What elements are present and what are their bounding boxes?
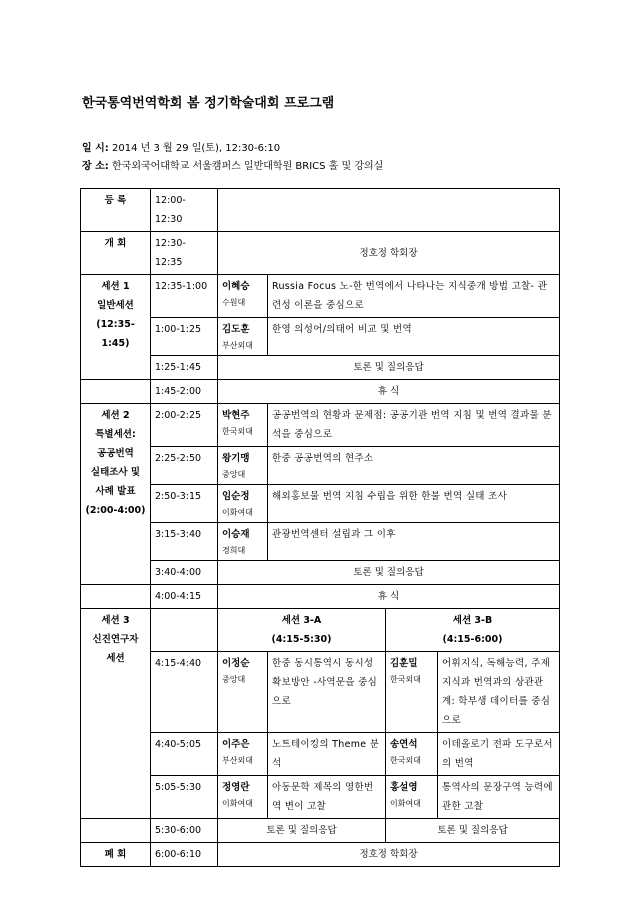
- talk-time: 2:25-2:50: [151, 447, 218, 485]
- speaker-name: 이주은: [222, 739, 250, 750]
- speaker-affiliation: 중앙대: [222, 470, 246, 479]
- talk-topic-a: 한중 동시통역시 동시성확보방안 -사역문을 중심으로: [268, 652, 386, 733]
- speaker-affiliation: 부산외대: [222, 756, 253, 765]
- speaker-affiliation: 이화여대: [390, 799, 421, 808]
- closing-time: 6:00-6:10: [151, 843, 218, 867]
- talk-time: 2:50-3:15: [151, 485, 218, 523]
- session1-label-3: (12:35-1:45): [96, 319, 135, 349]
- table-row: [81, 652, 560, 733]
- opening-time: 12:30-12:35: [151, 232, 218, 275]
- talk-time: 3:15-3:40: [151, 523, 218, 561]
- session1-label-2: 일반세션: [97, 300, 134, 311]
- speaker-name: 김도훈: [222, 324, 250, 335]
- break-label-cell: [81, 380, 151, 404]
- registration-desc: [218, 189, 560, 232]
- speaker-name: 박현주: [222, 410, 250, 421]
- break-label: 휴 식: [218, 380, 560, 404]
- speaker-name: 정영란: [222, 782, 250, 793]
- speaker: [218, 318, 268, 356]
- place-value: 한국외국어대학교 서울캠퍼스 일반대학원 BRICS 홀 및 강의실: [112, 161, 384, 172]
- break-label: 휴 식: [218, 585, 560, 609]
- speaker-name: 이혜승: [222, 281, 250, 292]
- talk-topic-a: 노트테이킹의 Theme 분석: [268, 733, 386, 776]
- date-value: 2014 년 3 월 29 일(토), 12:30-6:10: [112, 143, 281, 154]
- speaker-name: 왕기맹: [222, 453, 250, 464]
- speaker: [218, 275, 268, 318]
- talk-time: 2:00-2:25: [151, 404, 218, 447]
- session2-label-4: 실태조사 및: [90, 467, 141, 478]
- session3b-title: 세션 3-B: [452, 615, 493, 626]
- table-row: [81, 585, 560, 609]
- discussion-label: 토론 및 질의응답: [218, 356, 560, 380]
- speaker-b: [386, 652, 438, 733]
- break-label-cell: [81, 585, 151, 609]
- talk-time: 1:00-1:25: [151, 318, 218, 356]
- talk-topic-b: 통역사의 문장구역 능력에 관한 고찰: [438, 776, 560, 819]
- discussion-time: 1:25-1:45: [151, 356, 218, 380]
- discussion-label: 토론 및 질의응답: [218, 561, 560, 585]
- talk-topic: 공공번역의 현황과 문제점: 공공기관 번역 지침 및 번역 결과물 분석을 중심으로: [268, 404, 560, 447]
- talk-topic: 관광번역센터 설립과 그 이후: [268, 523, 560, 561]
- session1-label-1: 세션 1: [101, 281, 130, 292]
- speaker-affiliation: 한국외대: [222, 427, 253, 436]
- table-row: [81, 843, 560, 867]
- discussion-time: 3:40-4:00: [151, 561, 218, 585]
- talk-topic: Russia Focus 노-한 번역에서 나타나는 지식중개 방법 고찰- 관련성 이론을 중심으로: [268, 275, 560, 318]
- session3-header-time: [151, 609, 218, 652]
- table-row: [81, 523, 560, 561]
- speaker-affiliation: 경희대: [222, 546, 246, 555]
- talk-topic: 한영 의성어/의태어 비교 및 번역: [268, 318, 560, 356]
- table-row: [81, 819, 560, 843]
- program-table: [80, 188, 560, 867]
- speaker-name: 홍설영: [390, 782, 418, 793]
- speaker-affiliation: 중앙대: [222, 675, 246, 684]
- session2-label-6: (2:00-4:00): [85, 505, 146, 516]
- talk-topic: 해외홍보물 번역 지침 수립을 위한 한불 번역 실태 조사: [268, 485, 560, 523]
- table-row: [81, 318, 560, 356]
- speaker: [218, 404, 268, 447]
- speaker-a: [218, 776, 268, 819]
- talk-time: 4:40-5:05: [151, 733, 218, 776]
- speaker: [218, 447, 268, 485]
- session2-label-5: 사례 발표: [95, 486, 136, 497]
- speaker: [218, 485, 268, 523]
- opening-label: 개 회: [81, 232, 151, 275]
- session2-label-1: 세션 2: [101, 410, 130, 421]
- session2-label-2: 특별세션:: [95, 429, 136, 440]
- date-label: 일 시:: [82, 143, 109, 154]
- speaker-name: 이승재: [222, 529, 250, 540]
- session3b-time: (4:15-6:00): [442, 634, 503, 645]
- talk-time: 5:05-5:30: [151, 776, 218, 819]
- speaker: [218, 523, 268, 561]
- speaker-b: [386, 776, 438, 819]
- speaker-affiliation: 이화여대: [222, 508, 253, 517]
- opening-desc: 정호정 학회장: [218, 232, 560, 275]
- document-title: 한국통역번역학회 봄 정기학술대회 프로그램: [82, 96, 335, 111]
- speaker-a: [218, 652, 268, 733]
- session3b-header: [386, 609, 560, 652]
- speaker-name: 임순정: [222, 491, 250, 502]
- break-time: 4:00-4:15: [151, 585, 218, 609]
- session3-label-2: 신진연구자: [92, 634, 139, 645]
- place-label: 장 소:: [82, 161, 109, 172]
- talk-time: 12:35-1:00: [151, 275, 218, 318]
- table-row: [81, 189, 560, 232]
- talk-topic: 한중 공공번역의 현주소: [268, 447, 560, 485]
- table-row: [81, 733, 560, 776]
- session3-label-3: 세션: [106, 653, 125, 664]
- table-row: [81, 232, 560, 275]
- session2-label: [81, 404, 151, 585]
- speaker-b: [386, 733, 438, 776]
- speaker-affiliation: 이화여대: [222, 799, 253, 808]
- closing-label: 폐 회: [81, 843, 151, 867]
- table-row: [81, 776, 560, 819]
- speaker-name: 이정순: [222, 658, 250, 669]
- closing-desc: 정호정 학회장: [218, 843, 560, 867]
- speaker-affiliation: 한국외대: [390, 675, 421, 684]
- event-place: [82, 157, 383, 172]
- registration-label: 등 록: [81, 189, 151, 232]
- speaker-name: 김훈밀: [390, 658, 418, 669]
- discussion-label-a: 토론 및 질의응답: [218, 819, 386, 843]
- table-row: [81, 404, 560, 447]
- discussion-label-cell: [81, 819, 151, 843]
- discussion-label-b: 토론 및 질의응답: [386, 819, 560, 843]
- table-row: [81, 485, 560, 523]
- session3a-header: [218, 609, 386, 652]
- session1-label: [81, 275, 151, 380]
- break-time: 1:45-2:00: [151, 380, 218, 404]
- speaker-name: 송연석: [390, 739, 418, 750]
- speaker-affiliation: 수원대: [222, 298, 246, 307]
- registration-time: 12:00-12:30: [151, 189, 218, 232]
- session3-label: [81, 609, 151, 819]
- table-row: [81, 380, 560, 404]
- talk-topic-a: 아동문학 제목의 영한번역 변이 고찰: [268, 776, 386, 819]
- session3-label-1: 세션 3: [101, 615, 130, 626]
- event-date: [82, 139, 280, 154]
- table-row: [81, 275, 560, 318]
- table-row: [81, 356, 560, 380]
- speaker-affiliation: 한국외대: [390, 756, 421, 765]
- session3a-time: (4:15-5:30): [271, 634, 332, 645]
- table-row: [81, 561, 560, 585]
- talk-topic-b: 이데올로기 전파 도구로서의 번역: [438, 733, 560, 776]
- talk-time: 4:15-4:40: [151, 652, 218, 733]
- session2-label-3: 공공번역: [97, 448, 134, 459]
- talk-topic-b: 어휘지식, 독해능력, 주제지식과 번역과의 상관관계: 학부생 데이터를 중심으로: [438, 652, 560, 733]
- speaker-a: [218, 733, 268, 776]
- table-row: [81, 447, 560, 485]
- discussion-time: 5:30-6:00: [151, 819, 218, 843]
- table-row: [81, 609, 560, 652]
- session3a-title: 세션 3-A: [281, 615, 322, 626]
- speaker-affiliation: 부산외대: [222, 341, 253, 350]
